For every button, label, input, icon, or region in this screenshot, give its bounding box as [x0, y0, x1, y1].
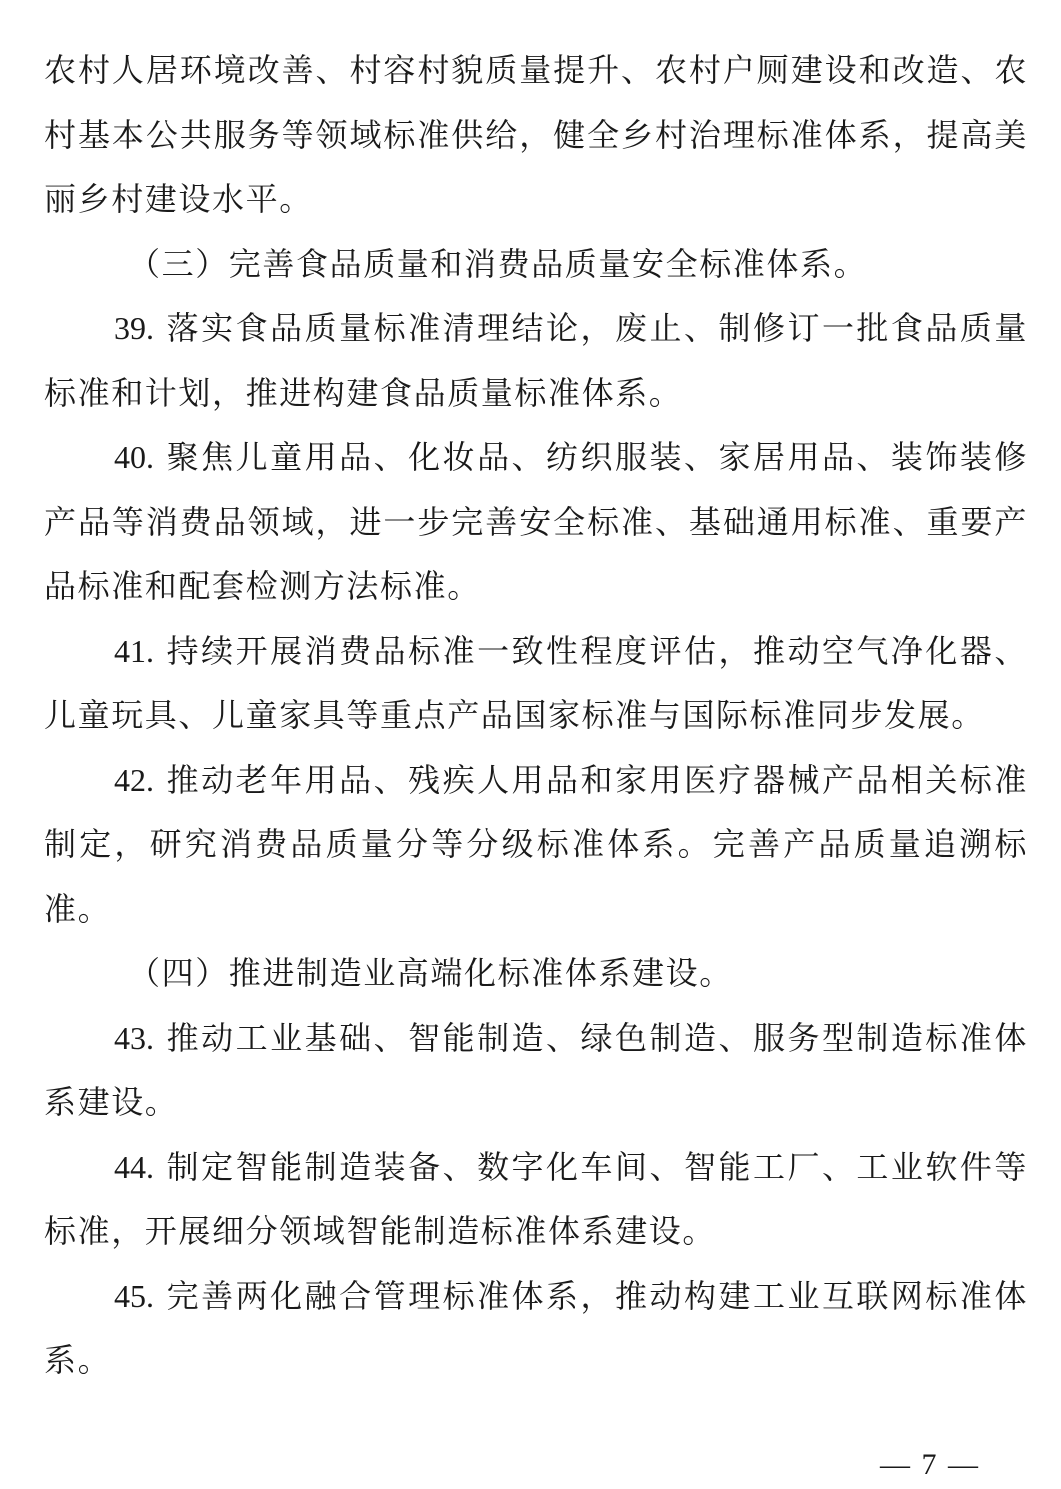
item-number: 43. — [114, 1019, 154, 1056]
item-text: 落实食品质量标准清理结论，废止、制修订一批食品质量标准和计划，推进构建食品质量标准体系。 — [44, 309, 1028, 412]
list-item-43 — [44, 1006, 1028, 1135]
paragraph-text: 农村人居环境改善、村容村貌质量提升、农村户厕建设和改造、农村基本公共服务等领域标准供给，健全乡村治理标准体系，提高美丽乡村建设水平。 — [44, 51, 1028, 218]
item-number: 44. — [114, 1148, 154, 1185]
item-number: 45. — [114, 1277, 154, 1314]
list-item-39 — [44, 296, 1028, 425]
list-item-42 — [44, 748, 1028, 942]
item-text: 推动工业基础、智能制造、绿色制造、服务型制造标准体系建设。 — [44, 1018, 1028, 1121]
document-page — [44, 38, 1028, 1393]
item-number: 42. — [114, 761, 154, 798]
section-heading-3 — [44, 232, 1028, 297]
heading-text: （四）推进制造业高端化标准体系建设。 — [128, 954, 733, 992]
list-item-41 — [44, 619, 1028, 748]
section-heading-4 — [44, 941, 1028, 1006]
item-number: 40. — [114, 439, 154, 475]
item-text: 持续开展消费品标准一致性程度评估，推动空气净化器、儿童玩具、儿童家具等重点产品国家标准与国际标准同步发展。 — [44, 631, 1028, 734]
item-text: 制定智能制造装备、数字化车间、智能工厂、工业软件等标准，开展细分领域智能制造标准体系建设。 — [44, 1147, 1028, 1250]
item-text: 完善两化融合管理标准体系，推动构建工业互联网标准体系。 — [44, 1276, 1028, 1379]
page-number: — 7 — — [880, 1448, 980, 1481]
list-item-45 — [44, 1264, 1028, 1393]
item-number: 41. — [114, 632, 154, 669]
item-text: 推动老年用品、残疾人用品和家用医疗器械产品相关标准制定，研究消费品质量分等分级标准体系。完善产品质量追溯标准。 — [44, 760, 1028, 928]
list-item-40 — [44, 425, 1028, 619]
list-item-44 — [44, 1135, 1028, 1264]
heading-text: （三）完善食品质量和消费品质量安全标准体系。 — [128, 244, 868, 283]
item-text: 聚焦儿童用品、化妆品、纺织服装、家居用品、装饰装修产品等消费品领域，进一步完善安全标准、基础通用标准、重要产品标准和配套检测方法标准。 — [44, 438, 1028, 605]
item-number: 39. — [114, 310, 154, 346]
paragraph-continuation — [44, 38, 1028, 232]
